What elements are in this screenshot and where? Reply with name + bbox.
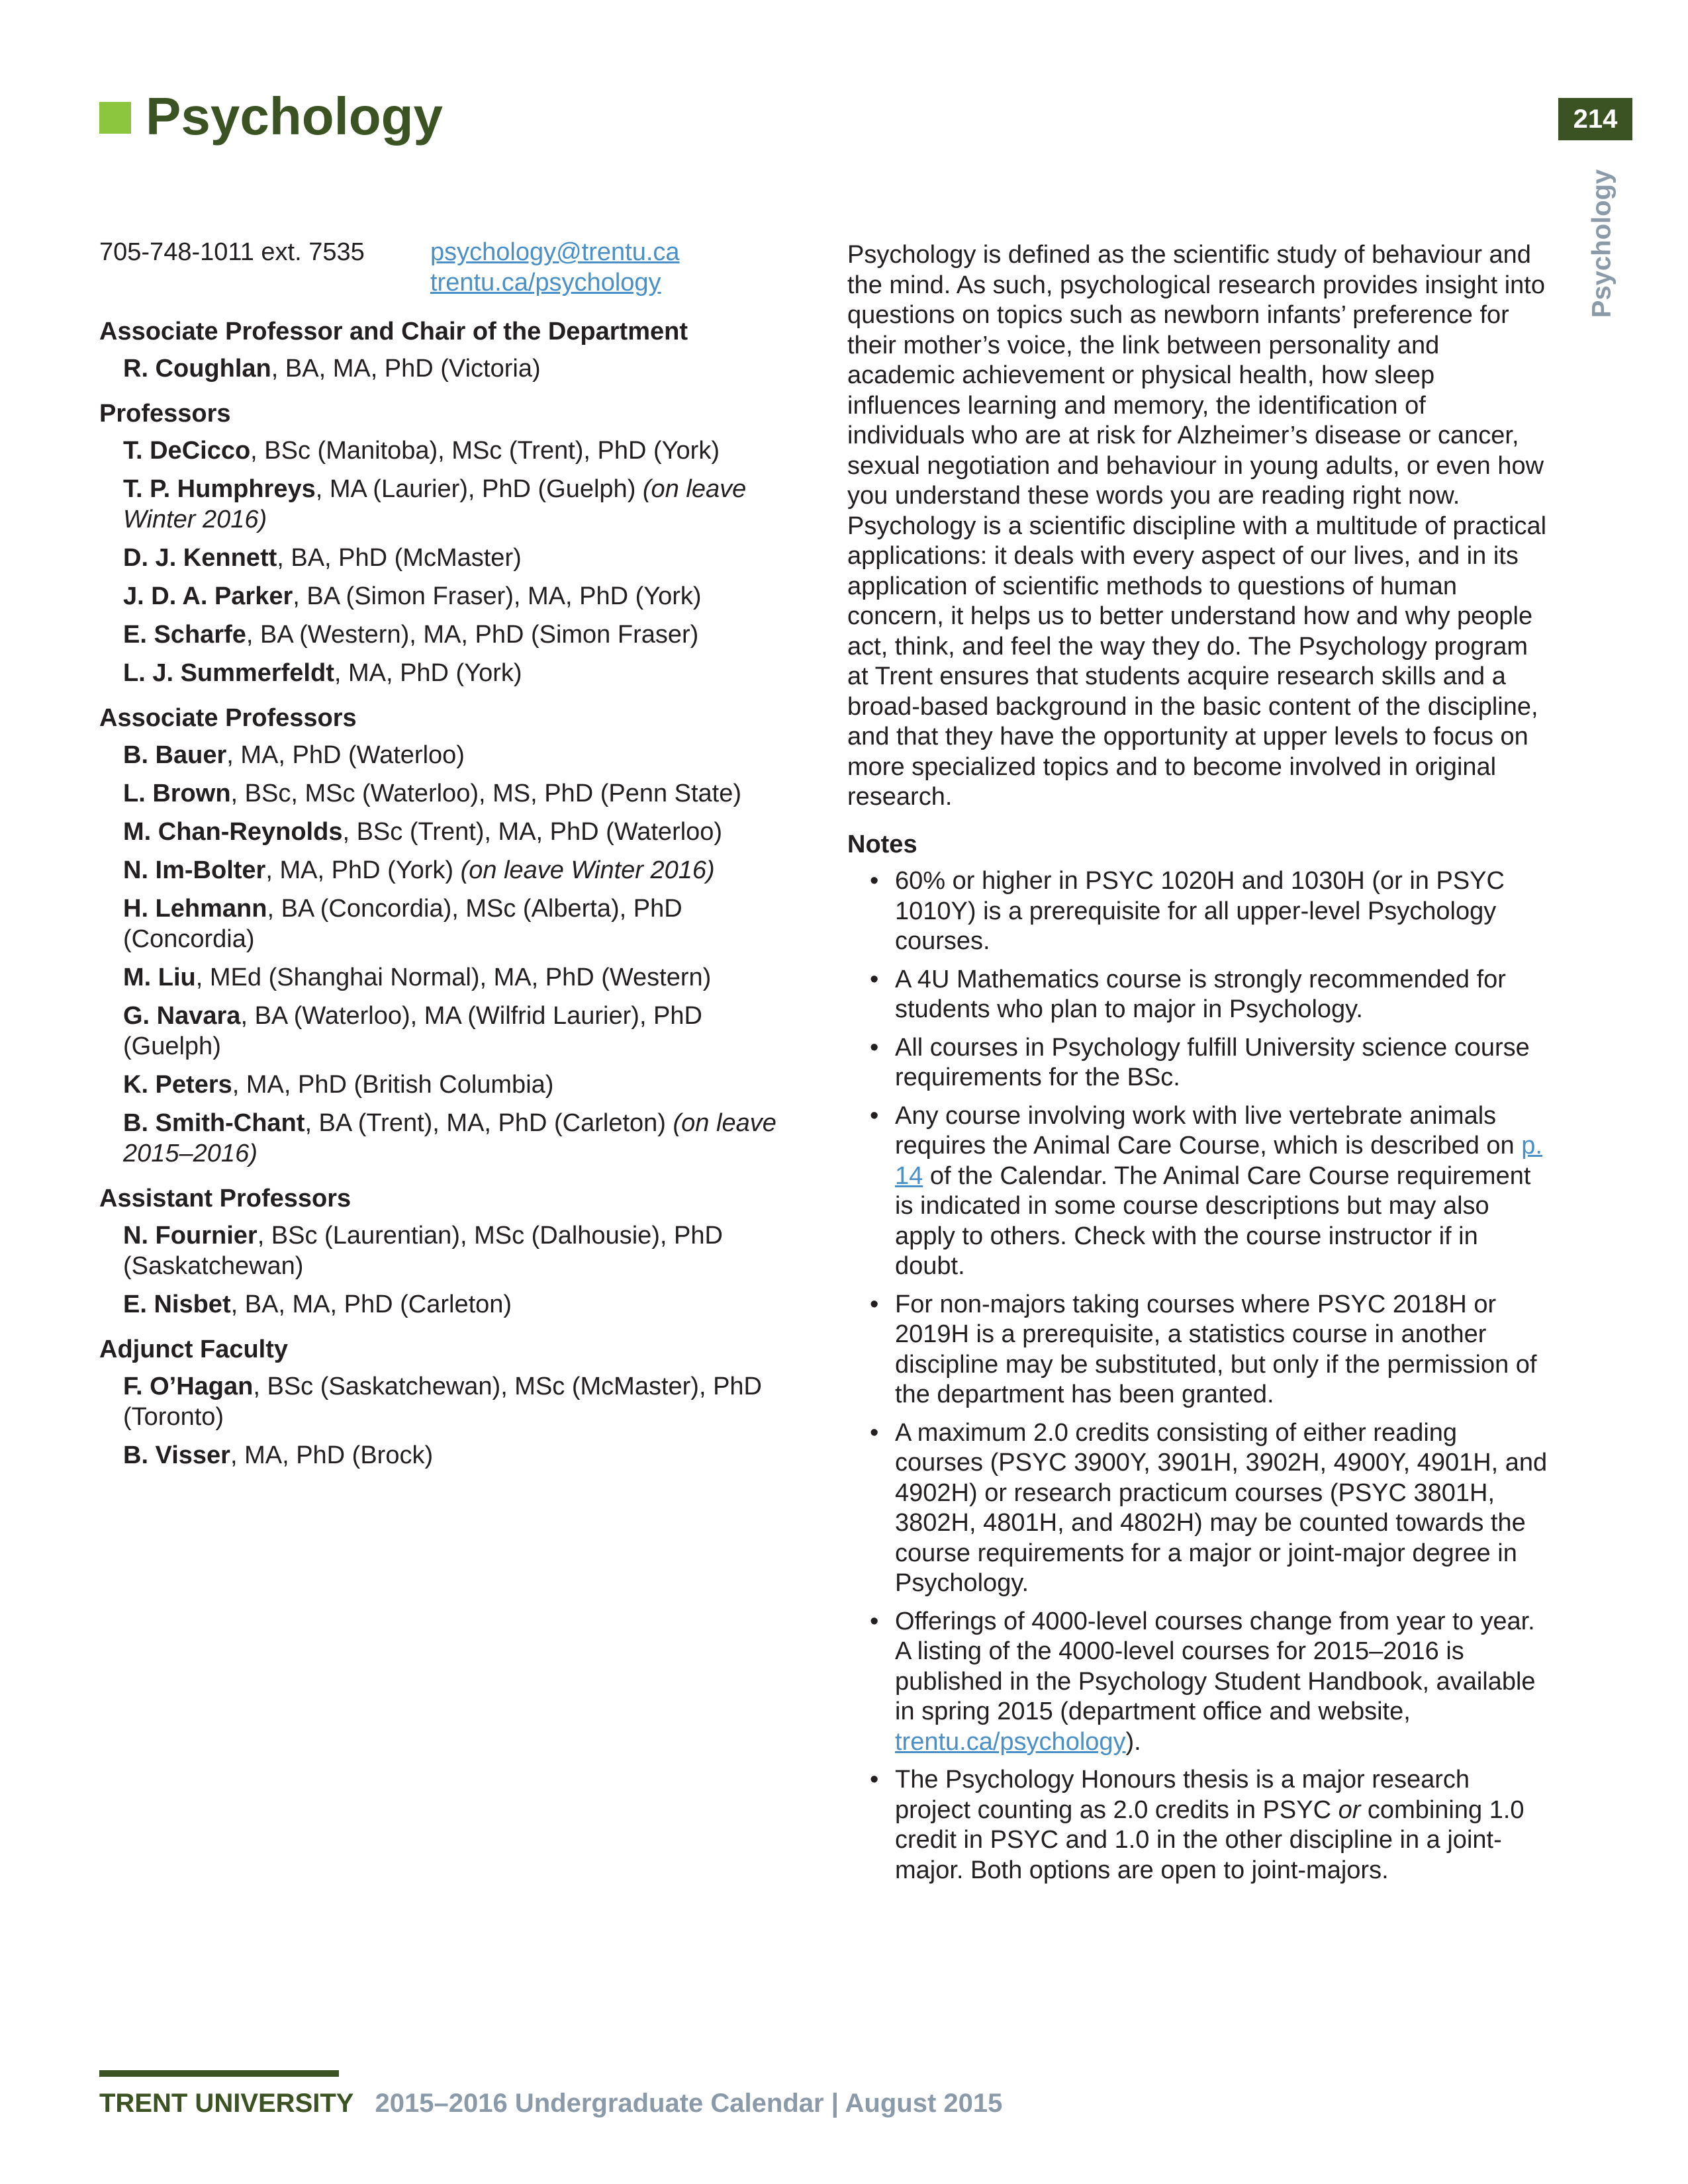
member-degrees: , MA, PhD (Brock) [230, 1441, 434, 1469]
member-degrees: , BA (Trent), MA, PhD (Carleton) [305, 1109, 673, 1137]
note-text: of the Calendar. The Animal Care Course requirement is indicated in some course descriptions but may also apply to others. Check with the course instructor if in doubt. [895, 1161, 1531, 1280]
note-item [847, 1101, 1549, 1282]
notes-list [847, 866, 1549, 1886]
member-degrees: , BSc (Saskatchewan), MSc (McMaster), PhD (Toronto) [123, 1373, 763, 1431]
member-degrees: , MA, PhD (Waterloo) [226, 741, 465, 769]
faculty-member [99, 435, 788, 466]
faculty-member [99, 778, 788, 809]
member-name: N. Im-Bolter [123, 856, 266, 884]
side-tab-label: Psychology [1587, 169, 1617, 318]
member-name: F. O’Hagan [123, 1373, 254, 1400]
member-degrees: , BSc, MSc (Waterloo), MS, PhD (Penn State) [230, 780, 742, 807]
member-name: G. Navara [123, 1002, 241, 1030]
associate-professors-group [99, 703, 788, 1169]
member-degrees: , BSc (Manitoba), MSc (Trent), PhD (York) [250, 437, 720, 465]
note-item [847, 1765, 1549, 1886]
member-name: M. Chan-Reynolds [123, 818, 343, 846]
member-name: T. DeCicco [123, 437, 251, 465]
group-heading: Associate Professor and Chair of the Department [99, 318, 688, 345]
note-text: Any course involving work with live vertebrate animals requires the Animal Care Course, which is described on [895, 1101, 1522, 1160]
member-name: B. Visser [123, 1441, 230, 1469]
member-degrees: , MA, PhD (York) [265, 856, 461, 884]
member-leave-note: (on leave Winter 2016) [123, 475, 747, 533]
faculty-member [99, 893, 788, 954]
email-link[interactable]: psychology@trentu.ca [430, 238, 680, 266]
member-name: N. Fournier [123, 1222, 258, 1250]
member-degrees: , BSc (Laurentian), MSc (Dalhousie), PhD (Saskatchewan) [123, 1222, 723, 1280]
page-number: 214 [1558, 98, 1632, 140]
note-text: The Psychology Honours thesis is a major research project counting as 2.0 credits in PSYC [895, 1766, 1470, 1824]
faculty-member [99, 1069, 788, 1100]
faculty-column [99, 237, 788, 1485]
faculty-member [99, 1289, 788, 1320]
professors-group [99, 398, 788, 688]
faculty-member [99, 619, 788, 650]
member-name: D. J. Kennett [123, 544, 277, 572]
group-heading: Adjunct Faculty [99, 1336, 289, 1363]
faculty-member [99, 474, 788, 535]
page-title: Psychology [146, 87, 444, 146]
member-name: E. Scharfe [123, 621, 246, 649]
note-item [847, 1607, 1549, 1758]
notes-heading: Notes [847, 830, 917, 858]
website-link[interactable]: trentu.ca/psychology [430, 269, 661, 296]
side-tab [1582, 171, 1622, 316]
group-heading: Assistant Professors [99, 1185, 352, 1212]
member-degrees: , BA (Concordia), MSc (Alberta), PhD (Concordia) [123, 895, 682, 953]
note-text: ). [1125, 1727, 1141, 1756]
member-leave-note: (on leave 2015–2016) [123, 1109, 776, 1167]
member-name: L. J. Summerfeldt [123, 659, 334, 687]
member-leave-note: (on leave Winter 2016) [460, 856, 715, 884]
faculty-member [99, 353, 788, 384]
member-name: R. Coughlan [123, 355, 271, 383]
title-accent-square [99, 102, 131, 134]
note-text: Offerings of 4000-level courses change from year to year. A listing of the 4000-level courses for 2015–2016 is published in the Psychology Student Handbook, available in spring 2015 (department office and website, [895, 1607, 1536, 1725]
member-name: B. Smith-Chant [123, 1109, 305, 1137]
faculty-member [99, 962, 788, 993]
note-item: • A 4U Mathematics course is strongly recommended for students who plan to major in Psychology. [847, 965, 1549, 1025]
psychology-website-link[interactable]: trentu.ca/psychology [895, 1727, 1126, 1756]
faculty-member [99, 740, 788, 770]
member-degrees: , MA (Laurier), PhD (Guelph) [315, 475, 643, 503]
member-degrees: , BA (Simon Fraser), MA, PhD (York) [293, 582, 702, 610]
footer-calendar: 2015–2016 Undergraduate Calendar | August 2015 [375, 2089, 1003, 2118]
member-name: M. Liu [123, 964, 196, 991]
member-degrees: , BA (Waterloo), MA (Wilfrid Laurier), PhD (Guelph) [123, 1002, 702, 1060]
faculty-member [99, 817, 788, 847]
group-heading: Professors [99, 400, 231, 428]
chair-group [99, 316, 788, 384]
description-column [847, 240, 1549, 1893]
faculty-member [99, 1108, 788, 1169]
faculty-member [99, 1440, 788, 1471]
member-degrees: , BA, MA, PhD (Carleton) [230, 1291, 512, 1318]
group-heading: Associate Professors [99, 704, 357, 732]
member-degrees: , MA, PhD (York) [334, 659, 522, 687]
member-degrees: , BSc (Trent), MA, PhD (Waterloo) [342, 818, 723, 846]
member-degrees: , MA, PhD (British Columbia) [232, 1071, 554, 1099]
member-degrees: , BA (Western), MA, PhD (Simon Fraser) [246, 621, 699, 649]
member-name: K. Peters [123, 1071, 232, 1099]
footer-rule [99, 2070, 339, 2077]
adjunct-faculty-group [99, 1334, 788, 1471]
member-name: E. Nisbet [123, 1291, 231, 1318]
program-description: Psychology is defined as the scientific study of behaviour and the mind. As such, psychological research provides insight into questions on topics such as newborn infants’ preference for their mother’s voice, the link between personality and academic achievement or physical health, how sleep influences learning and memory, the identification of individuals who are at risk for Alzheimer’s disease or cancer, sexual negotiation and behaviour in young adults, or even how you understand these words you are reading right now. Psychology is a scientific discipline with a multitude of practical applications: it deals with every aspect of our lives, and in its application of scientific methods to questions of human concern, it helps us to better understand how and why people act, think, and feel the way they do. The Psychology program at Trent ensures that students acquire research skills and a broad-based background in the basic content of the discipline, and that they have the opportunity at upper levels to focus on more specialized topics and to become involved in original research. [847, 241, 1547, 811]
contact-info [99, 237, 788, 298]
assistant-professors-group [99, 1183, 788, 1320]
faculty-member [99, 1371, 788, 1432]
note-text: combining 1.0 credit in PSYC and 1.0 in the other discipline in a joint-major. Both options are open to joint-majors. [895, 1796, 1524, 1884]
note-emphasis: or [1338, 1796, 1361, 1824]
note-item: • 60% or higher in PSYC 1020H and 1030H (or in PSYC 1010Y) is a prerequisite for all upper-level Psychology courses. [847, 866, 1549, 957]
faculty-member [99, 658, 788, 688]
member-degrees: , MEd (Shanghai Normal), MA, PhD (Western) [195, 964, 712, 991]
member-degrees: , BA, MA, PhD (Victoria) [271, 355, 541, 383]
page-14-link[interactable]: p. 14 [895, 1132, 1542, 1190]
faculty-member [99, 1220, 788, 1281]
faculty-member [99, 855, 788, 886]
member-name: T. P. Humphreys [123, 475, 316, 503]
phone-number: 705-748-1011 ext. 7535 [99, 238, 365, 266]
faculty-member [99, 581, 788, 612]
member-name: H. Lehmann [123, 895, 267, 923]
member-degrees: , BA, PhD (McMaster) [277, 544, 522, 572]
faculty-member [99, 1001, 788, 1062]
footer-university: TRENT UNIVERSITY [99, 2089, 354, 2118]
note-item: • A maximum 2.0 credits consisting of either reading courses (PSYC 3900Y, 3901H, 3902H, 4900Y, 4901H, and 4902H) or research practicum courses (PSYC 3801H, 3802H, 4801H, and 4802H) may be counted towards the course requirements for a major or joint-major degree in Psychology. [847, 1418, 1549, 1599]
footer [99, 2089, 1002, 2118]
member-name: B. Bauer [123, 741, 227, 769]
note-item: • All courses in Psychology fulfill University science course requirements for the BSc. [847, 1033, 1549, 1093]
member-name: L. Brown [123, 780, 231, 807]
faculty-member [99, 543, 788, 573]
note-item: • For non-majors taking courses where PSYC 2018H or 2019H is a prerequisite, a statistics course in another discipline may be substituted, but only if the permission of the department has been granted. [847, 1290, 1549, 1410]
member-name: J. D. A. Parker [123, 582, 293, 610]
